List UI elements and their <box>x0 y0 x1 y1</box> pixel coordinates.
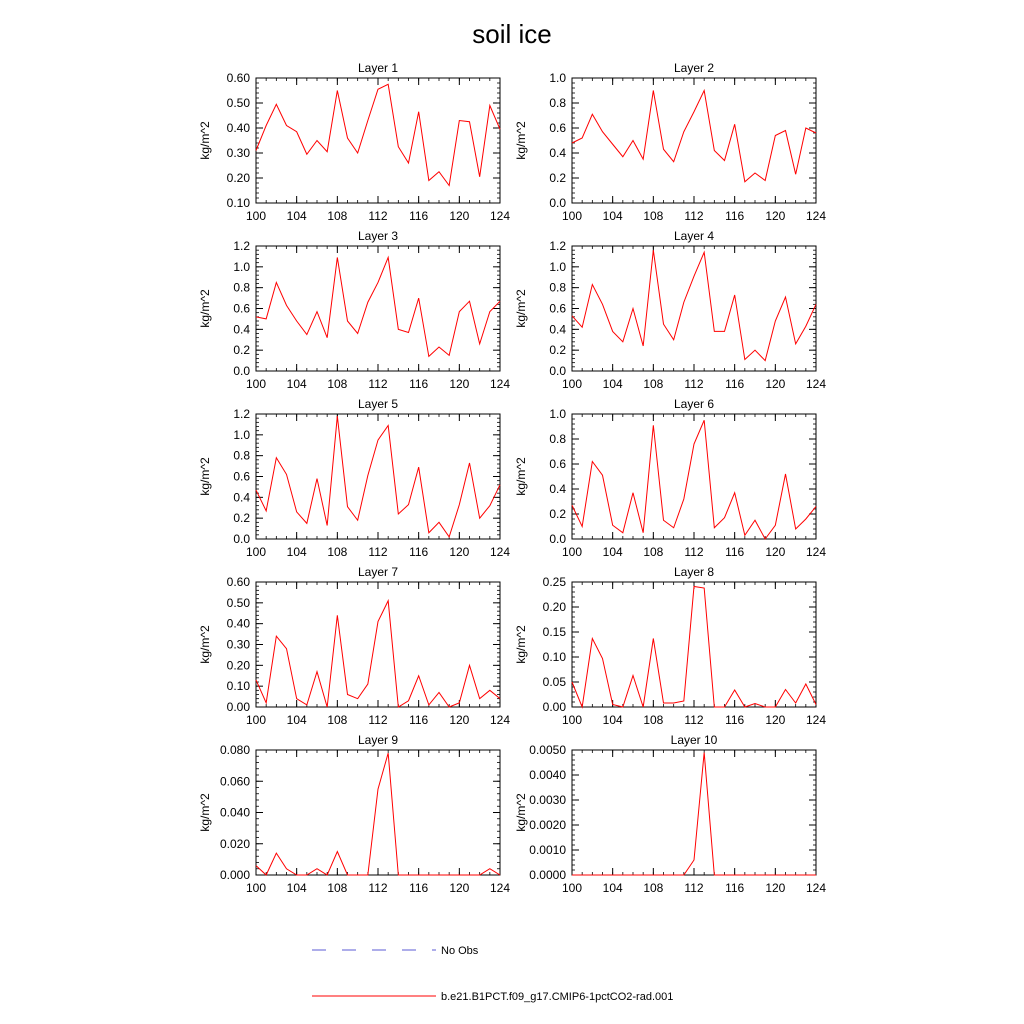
x-tick-label: 120 <box>765 881 786 895</box>
y-tick-label: 0.020 <box>219 836 250 851</box>
panel-layer-5 <box>198 397 510 559</box>
x-tick-label: 104 <box>602 377 623 391</box>
plot-frame <box>256 414 500 539</box>
x-tick-label: 104 <box>286 377 307 391</box>
y-tick-label: 0.10 <box>226 679 250 694</box>
panel-layer-6 <box>514 397 826 559</box>
y-tick-label: 0.2 <box>233 511 250 526</box>
y-tick-label: 0.30 <box>226 146 250 160</box>
y-tick-label: 0.00 <box>542 700 566 714</box>
y-tick-label: 0.8 <box>549 96 566 110</box>
x-tick-label: 120 <box>765 545 786 559</box>
panel-title: Layer 4 <box>673 229 715 243</box>
legend-label-no-obs: No Obs <box>441 945 479 957</box>
x-tick-label: 104 <box>602 209 623 223</box>
x-tick-label: 104 <box>286 881 307 895</box>
y-tick-label: 0.080 <box>219 743 250 757</box>
x-tick-label: 116 <box>725 209 745 223</box>
x-tick-label: 124 <box>805 881 827 895</box>
x-tick-label: 112 <box>368 209 388 223</box>
x-tick-label: 104 <box>286 713 307 727</box>
x-tick-label: 120 <box>449 209 470 223</box>
plot-frame <box>256 78 500 203</box>
y-tick-label: 0.0020 <box>529 818 566 832</box>
x-tick-label: 108 <box>643 713 664 727</box>
x-tick-label: 116 <box>725 377 745 391</box>
x-tick-label: 112 <box>368 545 388 559</box>
y-tick-label: 0.50 <box>226 96 250 110</box>
y-tick-label: 0.40 <box>226 616 250 631</box>
x-tick-label: 108 <box>327 545 348 559</box>
y-tick-label: 0.6 <box>549 301 566 316</box>
x-tick-label: 104 <box>286 545 307 559</box>
y-tick-label: 0.0050 <box>529 743 566 757</box>
y-tick-label: 0.0 <box>549 364 566 378</box>
panel-title: Layer 5 <box>357 397 399 411</box>
y-tick-label: 0.60 <box>226 575 250 589</box>
x-tick-label: 116 <box>409 881 429 895</box>
y-axis-label: kg/m^2 <box>514 457 528 496</box>
x-tick-label: 112 <box>684 209 704 223</box>
series-line <box>256 416 500 537</box>
y-tick-label: 0.20 <box>226 171 250 185</box>
plot-frame <box>256 246 500 371</box>
y-tick-label: 0.4 <box>233 322 250 337</box>
x-tick-label: 112 <box>684 377 704 391</box>
plot-frame <box>256 750 500 875</box>
x-tick-label: 100 <box>245 209 267 223</box>
y-tick-label: 0.4 <box>549 482 566 496</box>
panel-layer-3 <box>198 229 510 391</box>
y-tick-label: 0.10 <box>542 650 566 664</box>
y-tick-label: 0.0 <box>233 364 250 378</box>
y-tick-label: 0.000 <box>219 868 250 882</box>
panel-title: Layer 7 <box>357 565 399 579</box>
series-line <box>572 420 816 539</box>
x-tick-label: 104 <box>602 881 623 895</box>
series-line <box>572 753 816 876</box>
y-tick-label: 0.6 <box>549 457 566 471</box>
series-line <box>572 91 816 182</box>
y-tick-label: 0.00 <box>226 700 250 714</box>
x-tick-label: 120 <box>449 545 470 559</box>
y-tick-label: 0.50 <box>226 595 250 610</box>
plot-frame <box>572 246 816 371</box>
y-axis-label: kg/m^2 <box>514 121 528 160</box>
x-tick-label: 100 <box>245 713 267 727</box>
y-axis-label: kg/m^2 <box>514 625 528 664</box>
y-tick-label: 0.0 <box>549 196 566 210</box>
series-line <box>256 601 500 707</box>
panel-layer-10 <box>514 733 826 895</box>
y-axis-label: kg/m^2 <box>198 457 212 496</box>
x-tick-label: 104 <box>286 209 307 223</box>
x-tick-label: 104 <box>602 545 623 559</box>
x-tick-label: 108 <box>327 377 348 391</box>
y-tick-label: 0.6 <box>549 121 566 135</box>
x-tick-label: 124 <box>489 713 511 727</box>
y-tick-label: 0.8 <box>233 448 250 463</box>
x-tick-label: 116 <box>409 377 429 391</box>
panel-title: Layer 2 <box>673 61 715 75</box>
x-tick-label: 108 <box>327 713 348 727</box>
y-tick-label: 0.040 <box>219 805 250 820</box>
y-tick-label: 0.60 <box>226 71 250 85</box>
x-tick-label: 112 <box>368 881 388 895</box>
panel-title: Layer 8 <box>673 565 715 579</box>
y-tick-label: 1.0 <box>549 407 566 421</box>
series-line <box>256 257 500 356</box>
y-tick-label: 0.4 <box>549 146 566 160</box>
y-tick-label: 0.20 <box>226 658 250 673</box>
legend <box>312 945 673 1003</box>
y-tick-label: 0.6 <box>233 469 250 484</box>
y-tick-label: 0.0000 <box>529 868 566 882</box>
x-tick-label: 100 <box>245 545 267 559</box>
x-tick-label: 100 <box>561 881 583 895</box>
y-tick-label: 1.0 <box>549 259 566 274</box>
x-tick-label: 116 <box>725 713 745 727</box>
panel-layer-7 <box>198 565 510 727</box>
y-tick-label: 0.25 <box>542 575 566 589</box>
x-tick-label: 124 <box>805 209 827 223</box>
x-tick-label: 120 <box>765 713 786 727</box>
x-tick-label: 108 <box>643 881 664 895</box>
y-tick-label: 0.2 <box>549 343 566 358</box>
panel-layer-2 <box>514 61 826 223</box>
panel-title: Layer 9 <box>357 733 399 747</box>
y-tick-label: 0.0 <box>233 532 250 546</box>
panels-grid <box>198 61 826 895</box>
x-tick-label: 124 <box>805 377 827 391</box>
panel-layer-1 <box>198 61 510 223</box>
x-tick-label: 112 <box>684 713 704 727</box>
x-tick-label: 120 <box>449 881 470 895</box>
x-tick-label: 124 <box>489 545 511 559</box>
y-tick-label: 0.10 <box>226 196 250 210</box>
y-tick-label: 0.0030 <box>529 793 566 807</box>
y-tick-label: 1.0 <box>233 427 250 442</box>
plot-frame <box>572 414 816 539</box>
x-tick-label: 124 <box>805 713 827 727</box>
x-tick-label: 108 <box>643 545 664 559</box>
y-tick-label: 1.2 <box>549 239 566 253</box>
series-line <box>256 753 500 875</box>
series-line <box>256 84 500 185</box>
series-line <box>572 587 816 708</box>
panel-title: Layer 3 <box>357 229 399 243</box>
y-tick-label: 0.0010 <box>529 843 566 857</box>
panel-layer-9 <box>198 733 510 895</box>
legend-label-model-run: b.e21.B1PCT.f09_g17.CMIP6-1pctCO2-rad.001 <box>441 991 674 1003</box>
y-tick-label: 1.0 <box>233 259 250 274</box>
x-tick-label: 120 <box>765 209 786 223</box>
y-tick-label: 0.0 <box>549 532 566 546</box>
y-tick-label: 0.4 <box>233 490 250 505</box>
panel-title: Layer 10 <box>670 733 718 747</box>
y-axis-label: kg/m^2 <box>198 289 212 328</box>
x-tick-label: 112 <box>684 545 704 559</box>
x-tick-label: 108 <box>327 881 348 895</box>
y-tick-label: 0.2 <box>233 343 250 358</box>
x-tick-label: 112 <box>684 881 704 895</box>
x-tick-label: 116 <box>725 881 745 895</box>
y-tick-label: 0.40 <box>226 121 250 135</box>
figure-title: soil ice <box>472 19 552 49</box>
y-tick-label: 1.2 <box>233 407 250 421</box>
y-tick-label: 0.8 <box>549 432 566 446</box>
panel-layer-4 <box>514 229 826 391</box>
y-axis-label: kg/m^2 <box>198 793 212 832</box>
y-tick-label: 0.05 <box>542 675 566 689</box>
y-tick-label: 0.6 <box>233 301 250 316</box>
y-tick-label: 0.30 <box>226 637 250 652</box>
plot-frame <box>572 78 816 203</box>
x-tick-label: 104 <box>602 713 623 727</box>
x-tick-label: 108 <box>643 209 664 223</box>
x-tick-label: 124 <box>805 545 827 559</box>
y-axis-label: kg/m^2 <box>198 121 212 160</box>
x-tick-label: 116 <box>409 545 429 559</box>
x-tick-label: 100 <box>561 713 583 727</box>
series-line <box>572 250 816 360</box>
x-tick-label: 124 <box>489 881 511 895</box>
x-tick-label: 100 <box>561 377 583 391</box>
x-tick-label: 100 <box>245 881 267 895</box>
panel-title: Layer 6 <box>673 397 715 411</box>
x-tick-label: 116 <box>409 713 429 727</box>
x-tick-label: 120 <box>765 377 786 391</box>
y-axis-label: kg/m^2 <box>514 289 528 328</box>
y-tick-label: 0.2 <box>549 171 566 185</box>
panel-title: Layer 1 <box>357 61 399 75</box>
panel-layer-8 <box>514 565 826 727</box>
x-tick-label: 108 <box>327 209 348 223</box>
x-tick-label: 100 <box>245 377 267 391</box>
x-tick-label: 112 <box>368 713 388 727</box>
x-tick-label: 116 <box>409 209 429 223</box>
y-tick-label: 0.20 <box>542 600 566 614</box>
y-tick-label: 1.2 <box>233 239 250 253</box>
y-tick-label: 1.0 <box>549 71 566 85</box>
x-tick-label: 100 <box>561 209 583 223</box>
x-tick-label: 108 <box>643 377 664 391</box>
y-tick-label: 0.8 <box>549 280 566 295</box>
y-tick-label: 0.15 <box>542 625 566 639</box>
y-axis-label: kg/m^2 <box>198 625 212 664</box>
x-tick-label: 120 <box>449 713 470 727</box>
y-tick-label: 0.8 <box>233 280 250 295</box>
y-tick-label: 0.2 <box>549 507 566 521</box>
x-tick-label: 112 <box>368 377 388 391</box>
y-tick-label: 0.0040 <box>529 768 566 782</box>
x-tick-label: 116 <box>725 545 745 559</box>
x-tick-label: 120 <box>449 377 470 391</box>
y-axis-label: kg/m^2 <box>514 793 528 832</box>
x-tick-label: 124 <box>489 209 511 223</box>
y-tick-label: 0.060 <box>219 774 250 789</box>
y-tick-label: 0.4 <box>549 322 566 337</box>
x-tick-label: 100 <box>561 545 583 559</box>
x-tick-label: 124 <box>489 377 511 391</box>
